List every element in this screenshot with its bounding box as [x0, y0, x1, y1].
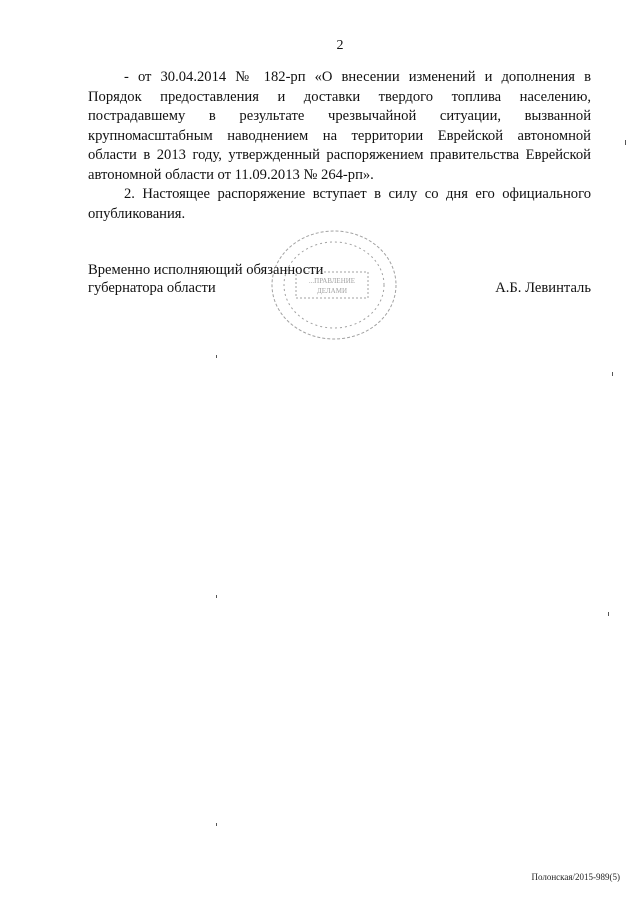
paragraph-amendment-reference	[88, 68, 591, 185]
signatory-position-line1: Временно исполняющий обязанности	[88, 262, 324, 278]
scan-speck	[216, 595, 217, 598]
scan-speck	[625, 140, 626, 145]
text-line: области в 2013 году, утвержденный распоряжением правительства Еврейской	[88, 147, 591, 163]
page-number: 2	[336, 38, 344, 53]
text-line: крупномасштабным наводнением на территории Еврейской автономной	[88, 127, 591, 144]
footer-reference: Полонская/2015-989(5)	[531, 872, 620, 882]
seal-outer-ring	[272, 231, 396, 339]
text-line: опубликования.	[88, 205, 186, 222]
text-line: - от 30.04.2014 № 182-рп «О внесении изменений и дополнения в	[124, 69, 591, 85]
seal-inner-text-1: ...ПРАВЛЕНИЕ	[308, 277, 356, 285]
seal-inner-text-2: ДЕЛАМИ	[316, 287, 348, 295]
text-line: пострадавшему в результате чрезвычайной ситуации, вызванной	[88, 108, 591, 124]
text-line: Порядок предоставления и доставки твердого топлива населению,	[88, 88, 591, 105]
text-line: автономной области от 11.09.2013 № 264-рп».	[88, 166, 374, 183]
signatory-position-line2: губернатора области	[88, 280, 216, 296]
text-line: 2. Настоящее распоряжение вступает в силу со дня его официального	[124, 186, 591, 202]
scan-speck	[216, 355, 217, 358]
paragraph-effective-date	[88, 185, 591, 224]
document-body	[88, 68, 591, 224]
scan-speck	[216, 823, 217, 826]
signatory-name: А.Б. Левинталь	[495, 280, 591, 296]
official-seal-stamp	[266, 226, 402, 344]
seal-inner-ring	[284, 242, 384, 328]
scan-speck	[608, 612, 609, 616]
scan-speck	[612, 372, 613, 376]
